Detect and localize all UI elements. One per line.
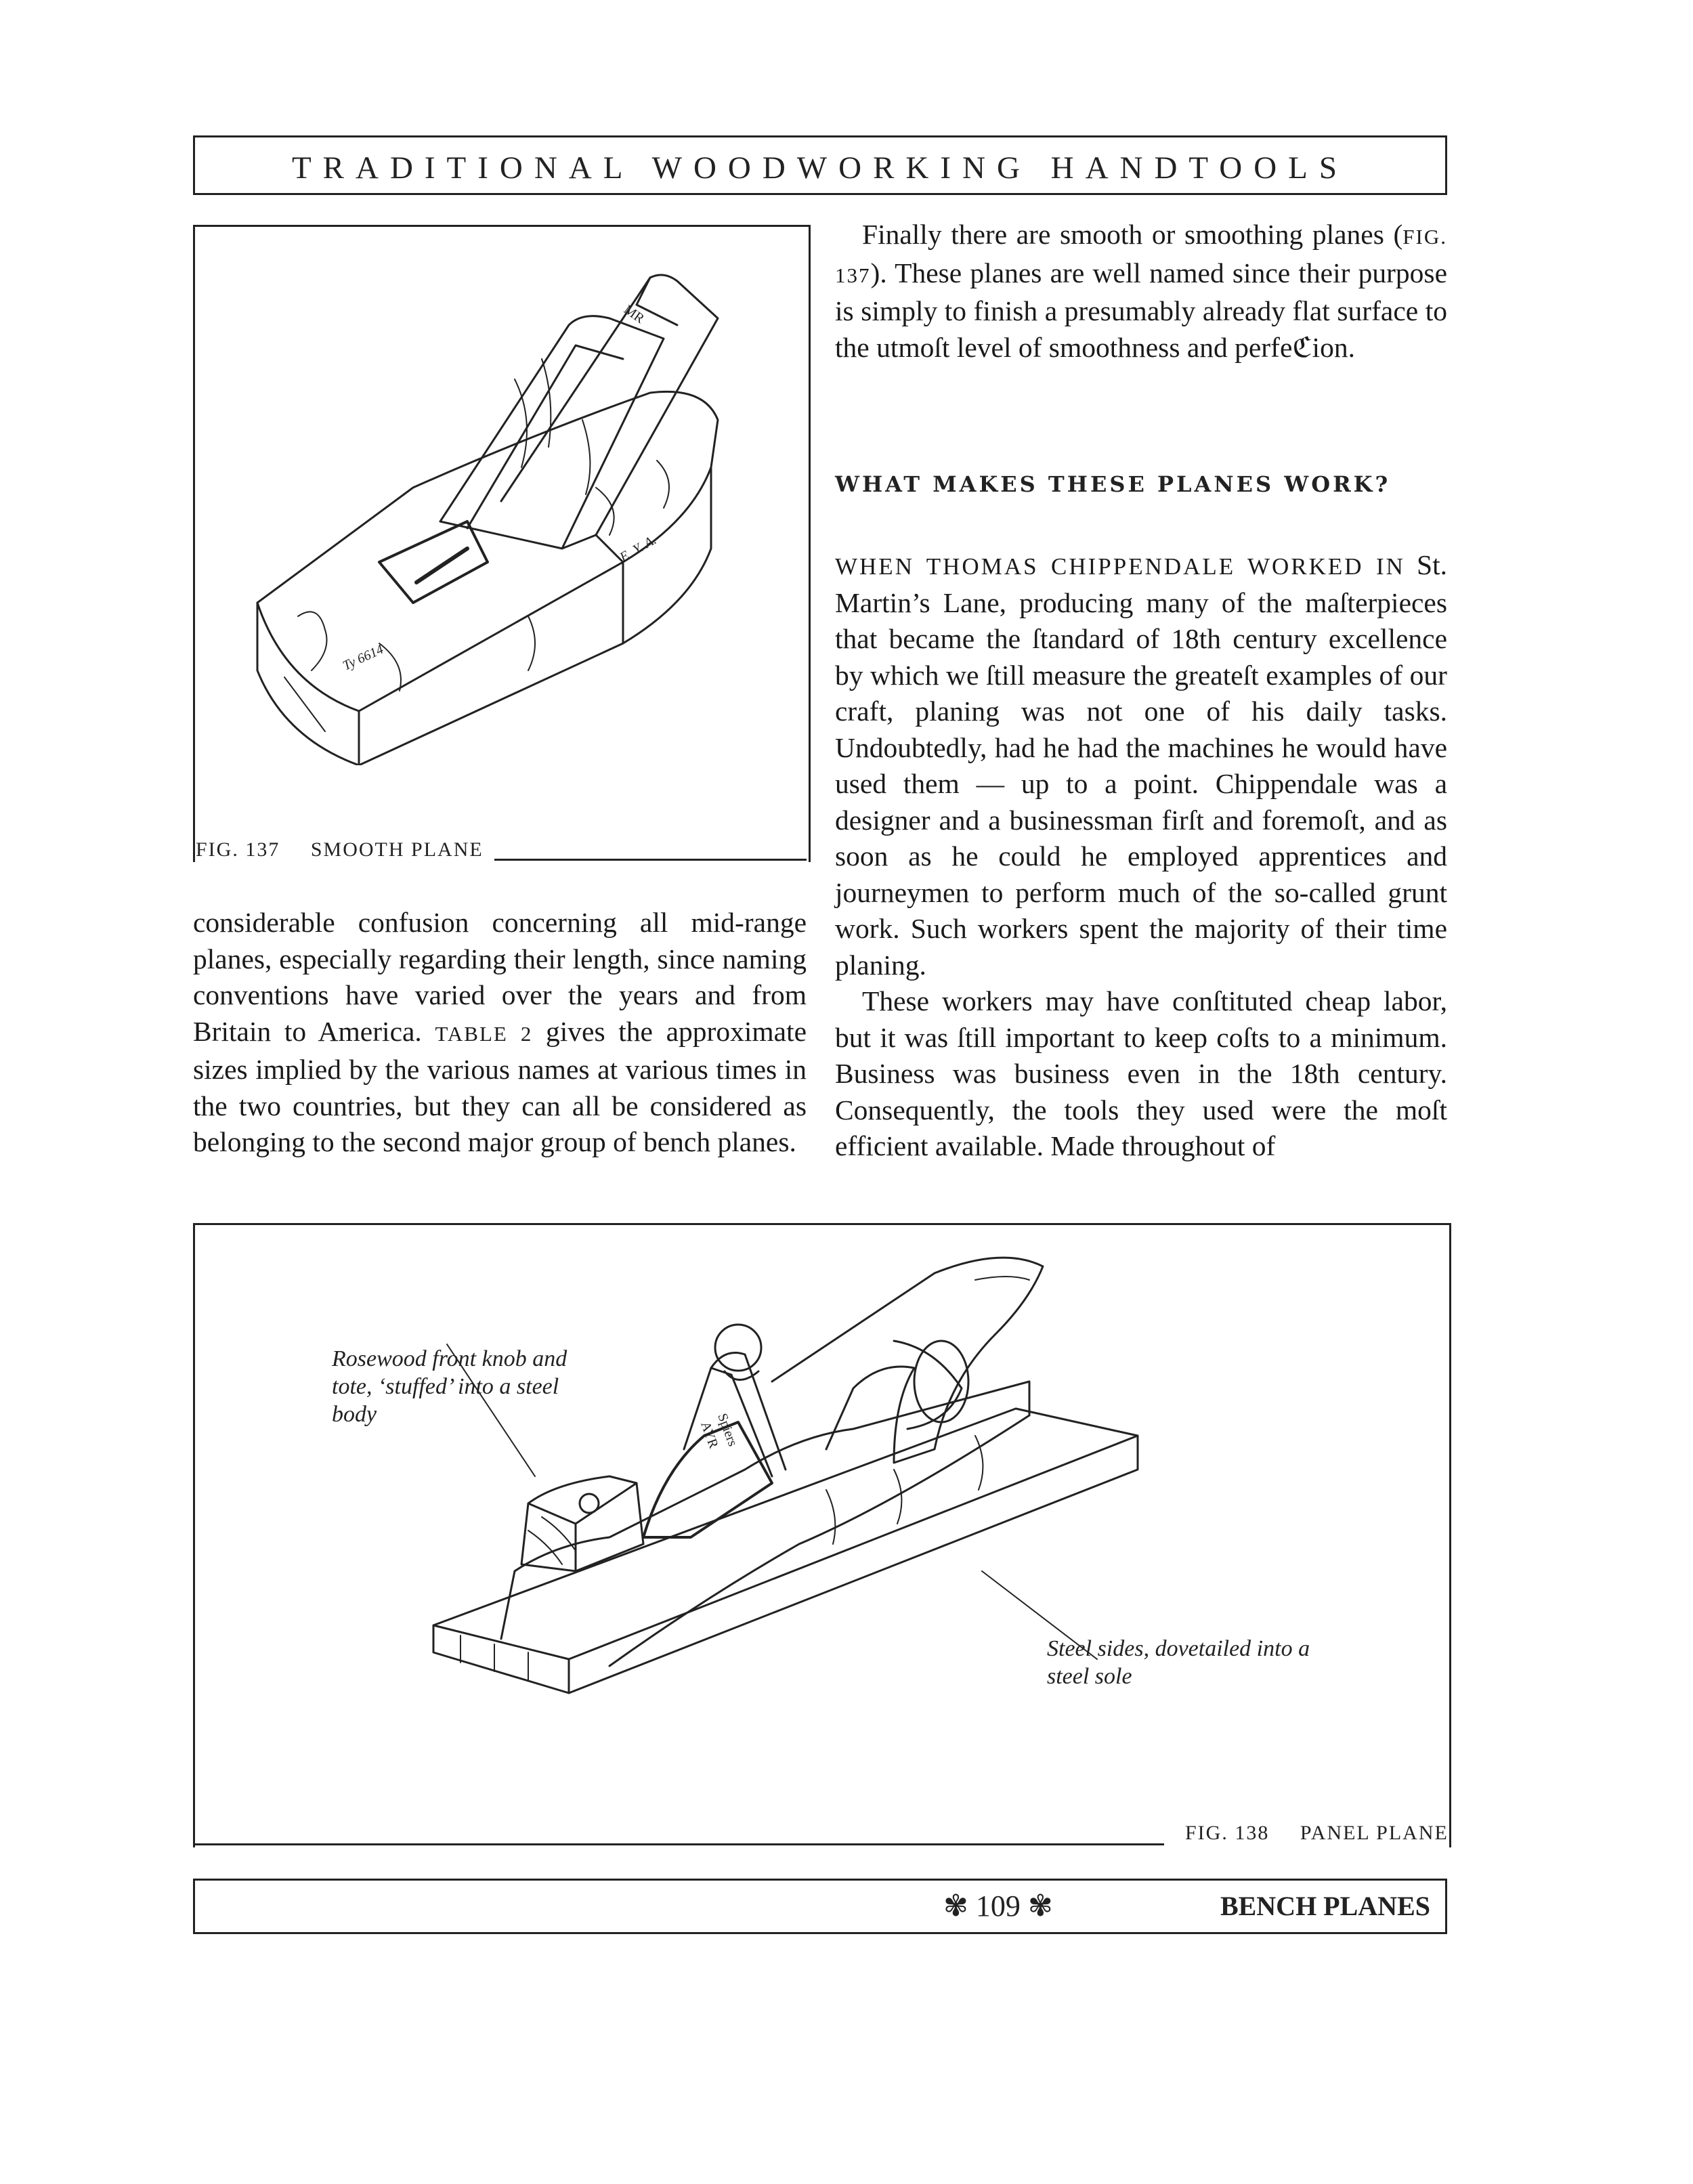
figure-137-caption xyxy=(196,838,484,861)
right-column-body xyxy=(835,547,1447,1165)
section-heading: WHAT MAKES THESE PLANES WORK? xyxy=(835,471,1391,497)
left-text-part-2: gives the approximate sizes implied by the various names at various times in the two countries, but they can all be considered as belonging to the second major group of bench planes. xyxy=(193,1015,807,1157)
callout-steel-sides: Steel sides, dovetailed into a steel sole xyxy=(1047,1636,1310,1689)
iron-stamp-place: AYR xyxy=(698,1419,721,1451)
section-title: BENCH PLANES xyxy=(1220,1891,1430,1921)
figure-138-number: FIG. 138 xyxy=(1185,1822,1270,1844)
intro-text-part-1: Finally there are smooth or smoothing planes ( xyxy=(862,219,1403,250)
figure-137-title: SMOOTH PLANE xyxy=(310,838,484,861)
paragraph-workers: These workers may have conſtituted cheap labor, but it was ſtill important to keep coſts to a minimum. Business was business even in the 18th century. Consequently, the tools they used were the moſt efficient available. Made throughout of xyxy=(835,985,1447,1161)
figure-reference: FIG. 137 xyxy=(835,225,1447,287)
page-number-group xyxy=(943,1889,1053,1923)
side-stamp-text-2: E. Y. A. xyxy=(617,532,660,565)
intro-paragraph xyxy=(835,217,1447,366)
iron-stamp-name: Spiers xyxy=(714,1411,741,1449)
left-column-paragraph xyxy=(193,905,807,1161)
paragraph-chippendale xyxy=(835,547,1447,983)
page-footer xyxy=(193,1879,1447,1934)
figure-137-number: FIG. 137 xyxy=(196,838,280,861)
ornament-left-icon: ✾ xyxy=(943,1889,968,1923)
lead-in-small-caps: WHEN THOMAS CHIPPENDALE WORKED IN xyxy=(835,553,1405,580)
ornament-right-icon: ✾ xyxy=(1027,1889,1053,1923)
paragraph-chippendale-text: St. Martin’s Lane, producing many of the maſterpieces that became the ſtandard of 18th century excellence by which we ſtill measure the greateſt examples of our craft, planing was not one of his daily tasks. Undoubtedly, had he had the machines he would have used them — up to a point. Chippendale was a designer and a businessman firſt and foremoſt, and as soon as he could he employed apprentices and journeymen to perform much of the so-called grunt work. Such workers spent the majority of their time planing. xyxy=(835,549,1447,981)
running-header xyxy=(193,135,1447,195)
figure-138-rule xyxy=(193,1843,1164,1845)
panel-plane-illustration xyxy=(420,1246,1192,1801)
running-head-title: TRADITIONAL WOODWORKING HANDTOOLS xyxy=(291,150,1349,186)
figure-137-rule xyxy=(494,859,807,861)
smooth-plane-illustration xyxy=(244,264,731,765)
page-number: 109 xyxy=(975,1889,1021,1923)
left-text-part-1: considerable confusion concerning all mid-range planes, especially regarding their length, since naming conventions have varied over the years and from Britain to America. xyxy=(193,907,807,1047)
side-stamp-text: Ty 6614 xyxy=(340,641,386,674)
figure-138-caption xyxy=(1185,1822,1449,1845)
table-reference: TABLE 2 xyxy=(435,1021,533,1046)
figure-138-title: PANEL PLANE xyxy=(1300,1822,1449,1844)
intro-text-part-2: ). These planes are well named since their purpose is simply to finish a presumably already flat surface to the utmoſt level of smoothness and perfeℭion. xyxy=(835,257,1447,363)
callout-rosewood-knob: Rosewood front knob and tote, ‘stuffed’ into a steel body xyxy=(332,1346,567,1427)
iron-stamp-text: MR xyxy=(621,302,647,326)
